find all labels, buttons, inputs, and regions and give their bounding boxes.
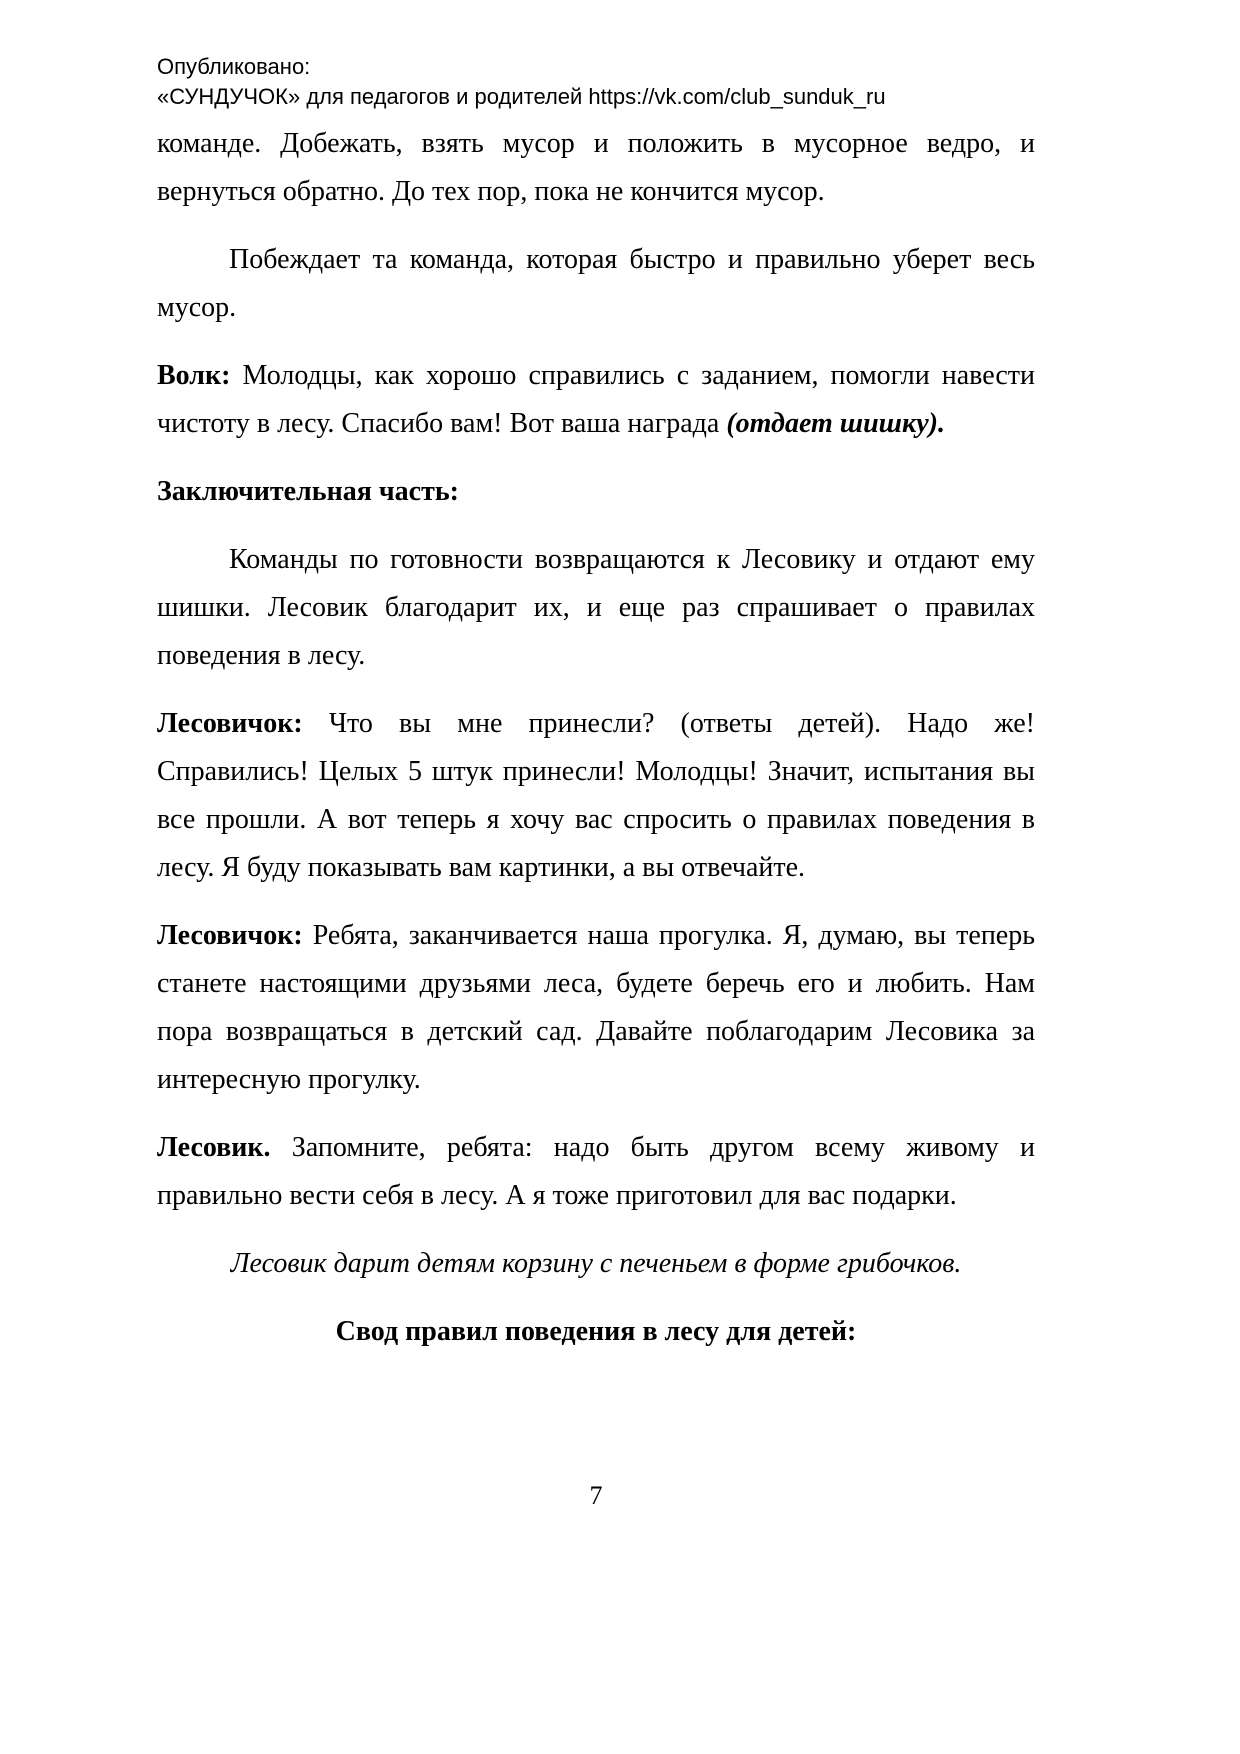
section-heading-final-part: Заключительная часть: xyxy=(157,476,459,507)
paragraph-winner: Побеждает та команда, которая быстро и правильно уберет весь мусор. xyxy=(157,244,1035,323)
lesovichok-line-1: Что вы мне принесли? (ответы детей). Надо же! Справились! Целых 5 штук принесли! Молодцы! Значит, испытания вы все прошли. А вот теперь я хочу вас спросить о правилах поведения в лесу. Я буду показывать вам картинки, а вы отвечайте. xyxy=(157,708,1035,883)
speaker-lesovichok-2: Лесовичок: xyxy=(157,920,303,951)
paragraph-lesovichok-2 xyxy=(157,912,1035,1104)
published-source: «СУНДУЧОК» для педагогов и родителей https://vk.com/club_sunduk_ru xyxy=(157,84,886,109)
lesovichok-line-2: Ребята, заканчивается наша прогулка. Я, думаю, вы теперь станете настоящими друзьями леса, будете беречь его и любить. Нам пора возвращаться в детский сад. Давайте поблагодарим Лесовика за интересную прогулку. xyxy=(157,920,1035,1095)
speaker-lesovichok-1: Лесовичок: xyxy=(157,708,303,739)
speaker-wolf: Волк: xyxy=(157,360,231,391)
published-header xyxy=(157,52,1035,112)
stage-direction-gift: Лесовик дарит детям корзину с печеньем в форме грибочков. xyxy=(230,1248,962,1279)
rules-title: Свод правил поведения в лесу для детей: xyxy=(335,1316,857,1347)
paragraph-lesovichok-1 xyxy=(157,700,1035,892)
wolf-stage-direction: (отдает шишку). xyxy=(726,408,945,439)
published-label: Опубликовано: xyxy=(157,54,311,79)
paragraph-teams-return: Команды по готовности возвращаются к Лесовику и отдают ему шишки. Лесовик благодарит их, и еще раз спрашивает о правилах поведения в лесу. xyxy=(157,544,1035,671)
paragraph-wolf xyxy=(157,352,1035,448)
wolf-line: Молодцы, как хорошо справились с заданием, помогли навести чистоту в лесу. Спасибо вам! Вот ваша награда xyxy=(157,360,1035,439)
page-number: 7 xyxy=(589,1481,603,1510)
lesovik-line: Запомните, ребята: надо быть другом всему живому и правильно вести себя в лесу. А я тоже приготовил для вас подарки. xyxy=(157,1132,1035,1211)
paragraph-relay-rules: команде. Добежать, взять мусор и положить в мусорное ведро, и вернуться обратно. До тех пор, пока не кончится мусор. xyxy=(157,128,1035,207)
paragraph-lesovik xyxy=(157,1124,1035,1220)
speaker-lesovik: Лесовик. xyxy=(157,1132,271,1163)
